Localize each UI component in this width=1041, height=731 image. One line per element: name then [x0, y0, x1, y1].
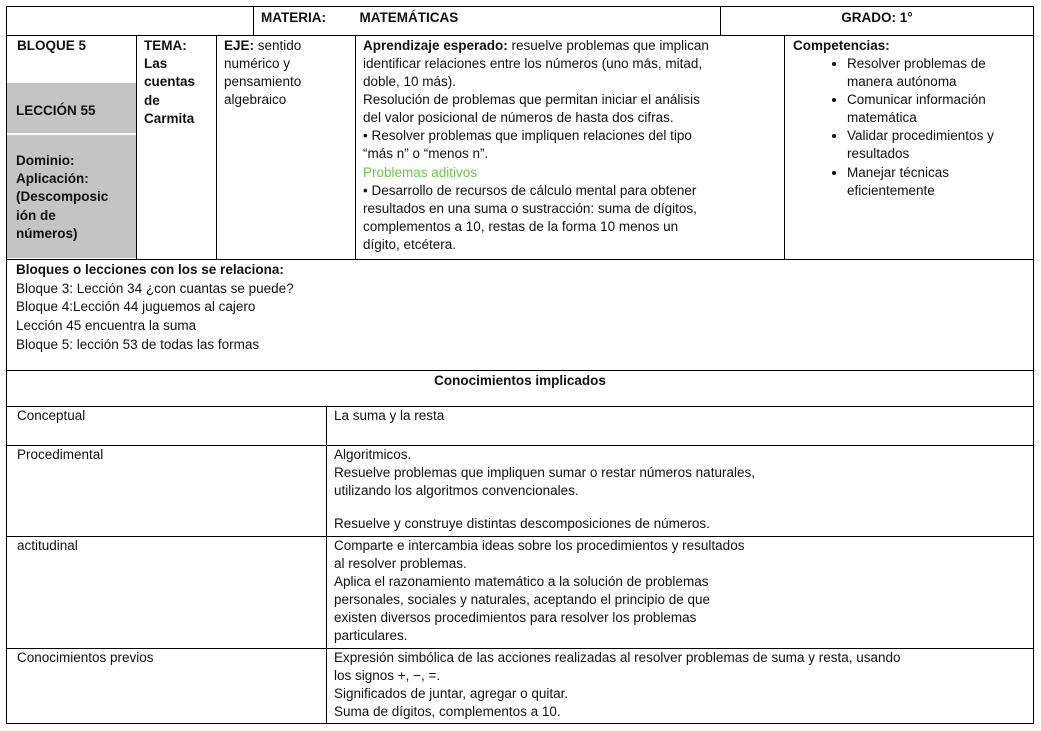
bloques-line: Bloque 4:Lección 44 juguemos al cajero: [16, 299, 256, 315]
competencias-cell: [786, 36, 1032, 258]
competencia-item: • Comunicar información matemática: [847, 91, 1026, 127]
eje-line: sentido: [254, 38, 302, 53]
aprendizaje-line: resultados en una suma o sustracción: suma de dígitos,: [363, 200, 697, 216]
aprendizaje-line: identificar relaciones entre los números (uno más, mitad,: [363, 56, 703, 72]
bloques-line: Lección 45 encuentra la suma: [16, 317, 197, 333]
aprendizaje-line: • Resolver problemas que impliquen relaciones del tipo: [363, 128, 692, 144]
tema-line: de: [144, 92, 160, 108]
aprendizaje-cell: [357, 36, 784, 258]
materia-header: [255, 8, 715, 34]
problemas-aditivos-heading: Problemas aditivos: [363, 164, 478, 180]
aprendizaje-line: complementos a 10, restas de la forma 10 menos un: [363, 218, 679, 234]
dominio-line: Dominio:: [16, 153, 75, 168]
aprendizaje-line: del valor posicional de números de hasta dos cifras.: [363, 110, 674, 126]
tema-cell: [138, 36, 216, 258]
bloques-title: Bloques o lecciones con los se relaciona:: [16, 262, 284, 277]
grado-value: GRADO: 1°: [841, 10, 913, 25]
eje-cell: [218, 36, 355, 258]
materia-label: MATERIA:: [261, 10, 326, 25]
bloques-line: Bloque 5: lección 53 de todas las formas: [16, 336, 260, 352]
col-divider: [136, 35, 137, 259]
aprendizaje-line: doble, 10 más).: [363, 74, 457, 90]
aprendizaje-line: resuelve problemas que implican: [507, 38, 709, 53]
conocimientos-previos-content: Expresión simbólica de las acciones realizadas al resolver problemas de suma y resta, usando los signos +, −, =. Significados de juntar, agregar o quitar. Suma de dígitos, complementos a 10.: [334, 650, 901, 719]
dominio-line: números): [16, 225, 78, 241]
conocimientos-title: Conocimientos implicados: [434, 373, 606, 388]
conceptual-content: La suma y la resta: [334, 408, 445, 423]
aprendizaje-line: • Desarrollo de recursos de cálculo mental para obtener: [363, 182, 697, 198]
dominio-line: ión de: [16, 207, 56, 223]
procedimental-content: Algoritmicos. Resuelve problemas que impliquen sumar o restar números naturales, utilizando los algoritmos convencionales. Resuelve y construye distintas descomposiciones de números.: [334, 447, 755, 532]
grado-header: [722, 8, 1032, 34]
competencia-item: • Manejar técnicas eficientemente: [847, 164, 1026, 200]
dominio-line: (Descomposic: [16, 189, 109, 205]
conceptual-label: Conceptual: [17, 408, 86, 423]
conocimientos-previos-label: Conocimientos previos: [17, 650, 154, 665]
bloques-line: Bloque 3: Lección 34 ¿con cuantas se puede?: [16, 280, 294, 296]
tema-line: Carmita: [144, 110, 195, 126]
tema-line: Las: [144, 56, 168, 72]
eje-line: algebraico: [224, 91, 287, 107]
bloques-relacionados-cell: [8, 260, 1032, 368]
bloque-cell: [8, 36, 136, 82]
eje-line: numérico y: [224, 55, 291, 71]
aprendizaje-line: “más n” o “menos n”.: [363, 146, 489, 162]
tema-line: cuentas: [144, 74, 196, 90]
aprendizaje-line: dígito, etcétera.: [363, 236, 457, 252]
aprendizaje-label: Aprendizaje esperado:: [363, 38, 508, 53]
materia-value: MATEMÁTICAS: [359, 10, 459, 25]
procedimental-label: Procedimental: [17, 447, 104, 462]
eje-line: pensamiento: [224, 73, 302, 89]
competencia-item: • Resolver problemas de manera autónoma: [847, 55, 1026, 91]
eje-label: EJE:: [224, 38, 255, 53]
competencia-item: • Validar procedimientos y resultados: [847, 127, 1026, 163]
bloque-label: BLOQUE 5: [17, 38, 87, 53]
leccion-cell: [7, 83, 136, 133]
actitudinal-content: Comparte e intercambia ideas sobre los procedimientos y resultados al resolver problemas. Aplica el razonamiento matemático a la solución de problemas personales, sociales y naturales, aceptando el principio de que existen diversos procedimientos para resolver los problemas particulares.: [334, 538, 745, 643]
leccion-label: LECCIÓN 55: [16, 103, 96, 118]
col-divider: [784, 35, 785, 259]
dominio-line: Aplicación:: [16, 171, 89, 187]
competencias-list: [793, 55, 1026, 200]
dominio-cell: [7, 135, 136, 258]
tema-label: TEMA:: [144, 38, 187, 53]
aprendizaje-line: Resolución de problemas que permitan iniciar el análisis: [363, 92, 700, 108]
col-divider: [720, 6, 721, 35]
competencias-title: Competencias:: [793, 38, 890, 53]
col-divider: [355, 35, 356, 259]
col-divider: [253, 6, 254, 35]
actitudinal-label: actitudinal: [17, 538, 78, 553]
col-divider: [216, 35, 217, 259]
